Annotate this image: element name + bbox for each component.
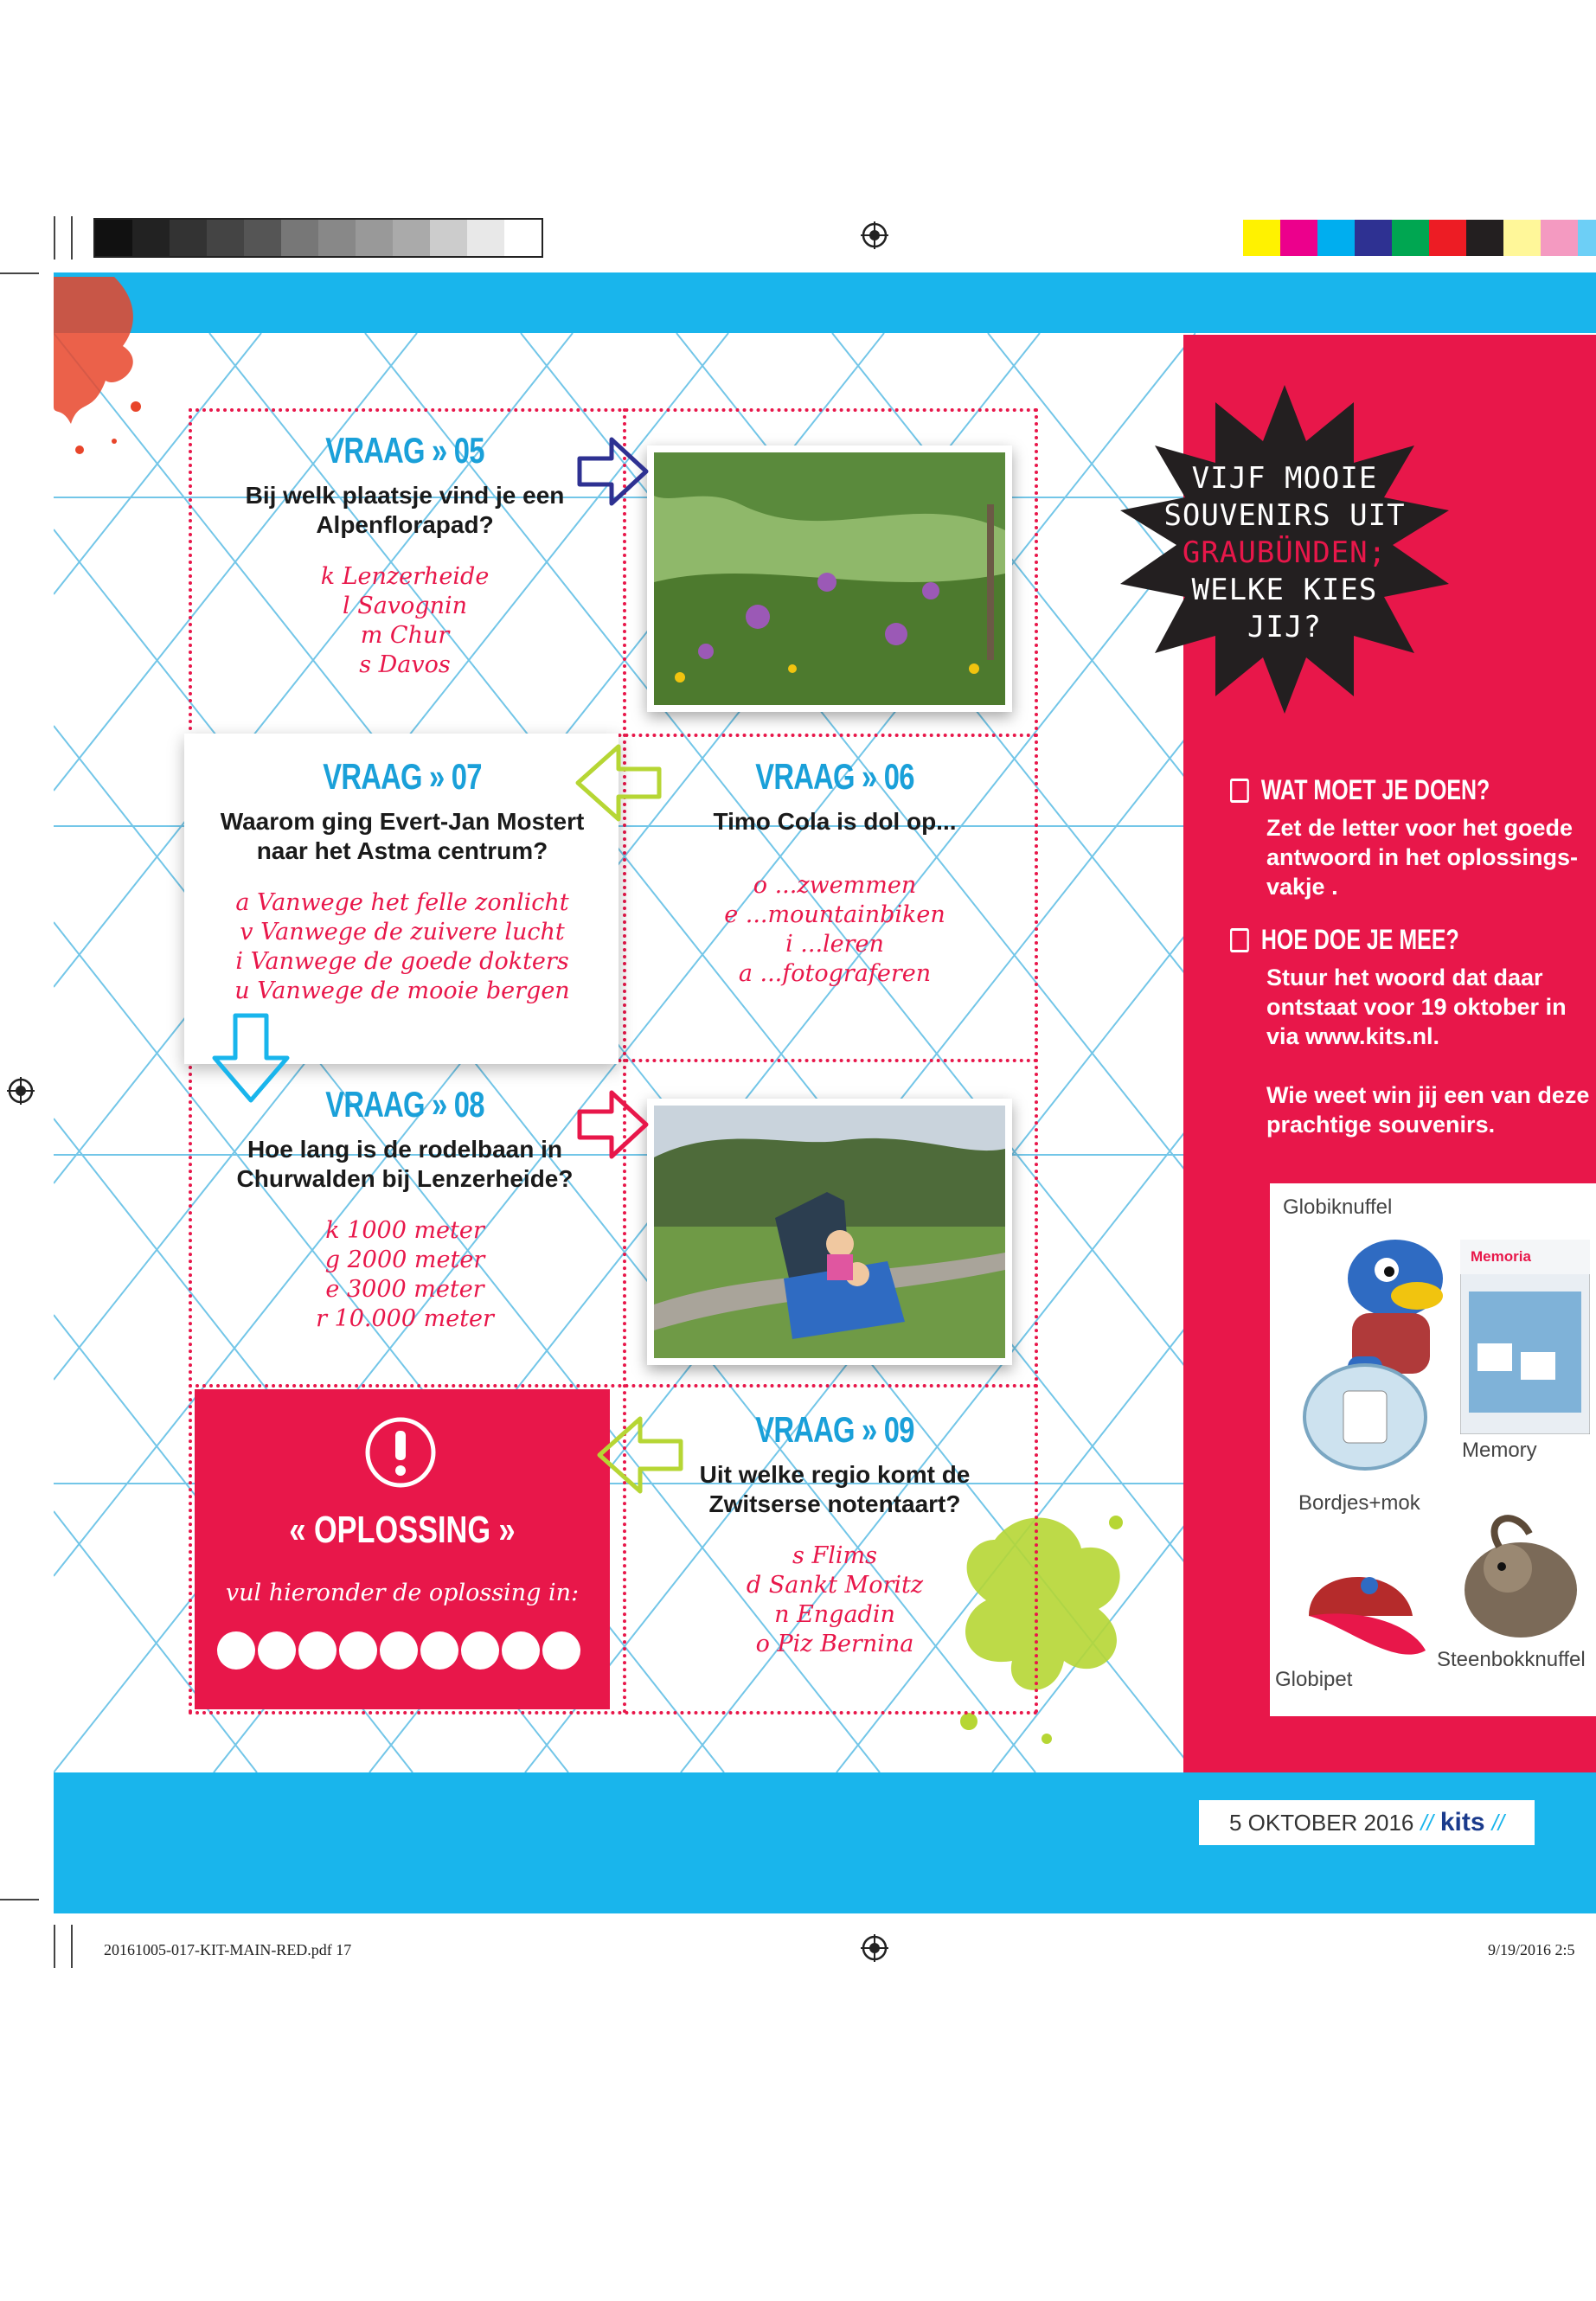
ibex-plush-image <box>1447 1499 1590 1646</box>
answer-list <box>203 888 601 1006</box>
separator: // <box>1420 1809 1433 1836</box>
section-title: WAT MOET JE DOEN? <box>1260 774 1490 805</box>
crop-mark <box>0 1899 39 1900</box>
answer-option[interactable]: d Sankt Moritz <box>746 1572 924 1599</box>
toboggan-kids-photo <box>647 1099 1012 1365</box>
answer-list <box>223 1216 586 1334</box>
what-to-do-section <box>1230 774 1596 901</box>
file-slug: 20161005-017-KIT-MAIN-RED.pdf 17 <box>104 1941 352 1958</box>
solution-slot[interactable] <box>380 1631 418 1670</box>
arrow-right-icon <box>573 1086 651 1163</box>
souvenir-label: Memory <box>1462 1439 1537 1462</box>
registration-mark-icon <box>7 1077 35 1105</box>
souvenir-label: Bordjes+mok <box>1298 1491 1420 1515</box>
answer-option[interactable]: l Savognin <box>342 593 468 619</box>
solution-instruction: vul hieronder de oplossing in: <box>225 1580 580 1606</box>
answer-option[interactable]: a ...fotograferen <box>738 960 932 987</box>
issue-date-tag <box>1199 1800 1535 1845</box>
badge-line: SOUVENIRS UIT <box>1163 498 1406 533</box>
badge-line: JIJ? <box>1247 610 1322 644</box>
arrow-right-icon <box>573 433 651 510</box>
crop-mark <box>54 1925 55 1968</box>
answer-option[interactable]: v Vanwege de zuivere lucht <box>240 919 565 945</box>
crop-mark <box>54 216 55 260</box>
question-title: VRAAG » 09 <box>755 1409 914 1450</box>
answer-option[interactable]: g 2000 meter <box>324 1247 485 1273</box>
answer-option[interactable]: a Vanwege het felle zonlicht <box>235 889 569 916</box>
crop-mark <box>71 1925 73 1968</box>
question-text: Hoe lang is de rodelbaan in Churwalden bij Lenzerheide? <box>236 1136 574 1192</box>
question-title: VRAAG » 08 <box>325 1084 484 1125</box>
answer-option[interactable]: n Engadin <box>774 1601 895 1628</box>
souvenir-label: Steenbokknuffel <box>1437 1648 1586 1671</box>
souvenir-label: Globipet <box>1275 1668 1353 1691</box>
question-08 <box>223 1086 586 1334</box>
registration-mark-icon <box>861 221 888 249</box>
separator: // <box>1491 1809 1505 1836</box>
question-text: Waarom ging Evert-Jan Mostert naar het Astma centrum? <box>220 808 585 864</box>
answer-option[interactable]: r 10.000 meter <box>316 1305 494 1332</box>
question-09 <box>657 1409 1012 1659</box>
answer-option[interactable]: o Piz Bernina <box>755 1631 914 1657</box>
brand-logo: kits <box>1439 1808 1485 1836</box>
toboggan-image <box>654 1106 1005 1358</box>
question-text: Timo Cola is dol op... <box>713 808 957 835</box>
answer-option[interactable]: e 3000 meter <box>325 1276 484 1303</box>
question-text: Uit welke regio komt de Zwitserse notentaart? <box>699 1461 971 1517</box>
answer-option[interactable]: o ...zwemmen <box>753 872 917 899</box>
print-timestamp: 9/19/2016 2:5 <box>1488 1941 1575 1958</box>
question-title: VRAAG » 05 <box>325 430 484 471</box>
section-title: HOE DOE JE MEE? <box>1260 924 1459 955</box>
answer-option[interactable]: s Davos <box>359 651 451 678</box>
meadow-flowers-photo <box>647 445 1012 712</box>
question-title: VRAAG » 06 <box>755 756 914 797</box>
plate-mug-image <box>1300 1361 1430 1473</box>
arrow-down-icon <box>208 1010 294 1106</box>
solution-slot[interactable] <box>502 1631 540 1670</box>
crop-mark <box>0 272 39 274</box>
top-blue-band <box>54 272 1596 333</box>
question-title: VRAAG » 07 <box>323 756 482 797</box>
answer-option[interactable]: s Flims <box>792 1542 877 1569</box>
grayscale-color-bar <box>93 218 543 258</box>
badge-line: WELKE KIES <box>1191 573 1378 607</box>
answer-option[interactable]: u Vanwege de mooie bergen <box>234 977 570 1004</box>
badge-line-highlight: GRAUBÜNDEN; <box>1182 535 1388 570</box>
answer-option[interactable]: m Chur <box>360 622 450 649</box>
checkbox-icon <box>1230 779 1249 803</box>
solution-panel <box>195 1389 610 1709</box>
solution-slot[interactable] <box>461 1631 499 1670</box>
section-text: Stuur het woord dat daar ontstaat voor 19 oktober in via www.kits.nl. <box>1266 965 1567 1049</box>
how-to-join-section <box>1230 924 1596 1139</box>
answer-option[interactable]: i Vanwege de goede dokters <box>235 948 569 975</box>
arrow-left-icon <box>571 740 666 826</box>
globi-cap-image <box>1292 1538 1430 1676</box>
solution-slots <box>217 1631 580 1670</box>
badge-text <box>1133 460 1436 646</box>
win-text: Wie weet win jij een van deze prachtige souvenirs. <box>1266 1082 1590 1138</box>
souvenir-showcase <box>1270 1183 1596 1716</box>
registration-mark-icon <box>861 1934 888 1962</box>
souvenir-label: Globiknuffel <box>1283 1195 1393 1219</box>
question-06 <box>657 756 1012 989</box>
cmyk-color-bar <box>1241 218 1596 258</box>
column-divider <box>623 408 626 1715</box>
red-paint-splash <box>54 277 157 476</box>
question-07 <box>203 756 601 1006</box>
answer-option[interactable]: e ...mountainbiken <box>724 901 945 928</box>
badge-line: VIJF MOOIE <box>1191 461 1378 496</box>
memory-game-box-image <box>1460 1240 1590 1434</box>
memory-box-title: Memoria <box>1471 1248 1531 1265</box>
answer-option[interactable]: k Lenzerheide <box>320 563 490 590</box>
checkbox-icon <box>1230 928 1249 952</box>
crop-mark <box>71 216 73 260</box>
answer-list <box>223 562 586 680</box>
answer-option[interactable]: k 1000 meter <box>325 1217 484 1244</box>
solution-slot[interactable] <box>542 1631 580 1670</box>
answer-list <box>657 1541 1012 1659</box>
section-text: Zet de letter voor het goede antwoord in het oplossings- vakje . <box>1266 815 1578 900</box>
solution-slot[interactable] <box>217 1631 255 1670</box>
answer-list <box>657 871 1012 989</box>
arrow-left-icon <box>593 1412 688 1498</box>
solution-slot[interactable] <box>258 1631 296 1670</box>
solution-slot[interactable] <box>420 1631 458 1670</box>
solution-slot[interactable] <box>339 1631 377 1670</box>
answer-option[interactable]: i ...leren <box>785 931 884 958</box>
issue-date: 5 OKTOBER 2016 <box>1228 1809 1414 1836</box>
meadow-image <box>654 452 1005 705</box>
solution-title: « OPLOSSING » <box>289 1509 516 1551</box>
solution-slot[interactable] <box>298 1631 337 1670</box>
row-divider <box>189 1384 1038 1388</box>
exclamation-icon <box>363 1415 438 1490</box>
question-text: Bij welk plaatsje vind je een Alpenflorapad? <box>245 482 565 538</box>
question-05 <box>223 430 586 680</box>
